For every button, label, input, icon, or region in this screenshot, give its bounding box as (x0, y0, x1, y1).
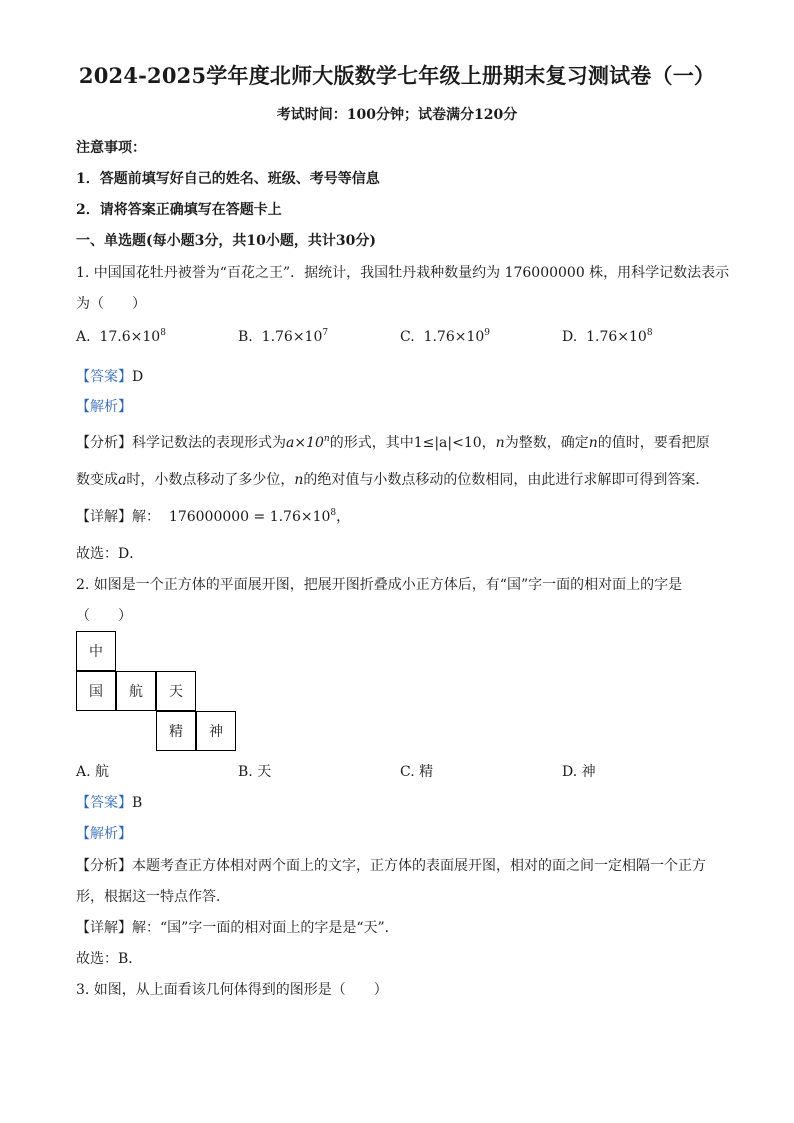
q1-answer: 【答案】D (76, 369, 144, 385)
q2-option-c: C. 精 (400, 764, 434, 780)
q2-detail: 【详解】解：“国”字一面的相对面上的字是是“天”． (76, 920, 399, 936)
answer-label: 【答案】 (76, 795, 132, 811)
note-item-2: 2．请将答案正确填写在答题卡上 (76, 202, 282, 218)
q2-conclusion: 故选：B． (76, 951, 143, 967)
q2-fenxi-line1: 【分析】本题考查正方体相对两个面上的文字，正方体的表面展开图，相对的面之间一定相隔一个正方 (76, 858, 706, 874)
q2-answer: 【答案】B (76, 795, 143, 811)
note-item-1: 1．答题前填写好自己的姓名、班级、考号等信息 (76, 171, 380, 187)
q1-stem-line1: 1. 中国国花牡丹被誉为“百花之王”．据统计，我国牡丹栽种数量约为 176000000 株，用科学记数法表示 (76, 265, 730, 281)
q2-option-b: B. 天 (238, 764, 272, 780)
q2-analysis-label: 【解析】 (76, 826, 132, 842)
q1-option-a: A. $17.6\times 10^8$ (76, 328, 166, 345)
q2-stem-line2: （ ） (76, 608, 132, 624)
net-face: 国 (76, 671, 116, 711)
net-face: 中 (76, 631, 116, 671)
q2-fenxi-line2: 形，根据这一特点作答． (76, 889, 230, 905)
q2-stem-line1: 2. 如图是一个正方体的平面展开图，把展开图折叠成小正方体后，有“国”字一面的相对面上的字是 (76, 577, 683, 593)
section-heading: 一、单选题(每小题3分，共10小题，共计30分) (76, 233, 376, 249)
q1-analysis-label: 【解析】 (76, 399, 132, 415)
cube-net-figure (76, 631, 237, 751)
answer-label: 【答案】 (76, 369, 132, 385)
net-face: 航 (116, 671, 156, 711)
q1-fenxi-line1: 【分析】科学记数法的表现形式为$a\times 10^n$的形式，其中1≤|a|<10，n为整数，确定n的值时，要看把原 (76, 434, 710, 451)
net-face: 神 (196, 711, 236, 751)
q1-option-d: D. $1.76\times 10^8$ (562, 328, 653, 345)
q3-stem: 3. 如图，从上面看该几何体得到的图形是（ ） (76, 982, 388, 998)
q2-option-d: D. 神 (562, 764, 596, 780)
net-face: 天 (156, 671, 196, 711)
q1-option-b: B. $1.76\times 10^7$ (238, 328, 329, 345)
q1-conclusion: 故选：D． (76, 546, 144, 562)
q1-option-c: C. $1.76\times 10^9$ (400, 328, 491, 345)
exam-info: 考试时间：100分钟；试卷满分120分 (276, 107, 518, 123)
q1-fenxi-line2: 数变成a时，小数点移动了多少位，n的绝对值与小数点移动的位数相同，由此进行求解即可得到答案． (76, 472, 710, 488)
q1-detail: 【详解】解： $176000000 = 1.76\times 10^8$， (76, 508, 351, 525)
net-face: 精 (156, 711, 196, 751)
q1-stem-line2: 为（ ） (76, 296, 146, 312)
notes-heading: 注意事项： (76, 140, 146, 156)
page-title: 2024-2025学年度北师大版数学七年级上册期末复习测试卷（一） (78, 63, 716, 88)
q2-option-a: A. 航 (76, 764, 110, 780)
